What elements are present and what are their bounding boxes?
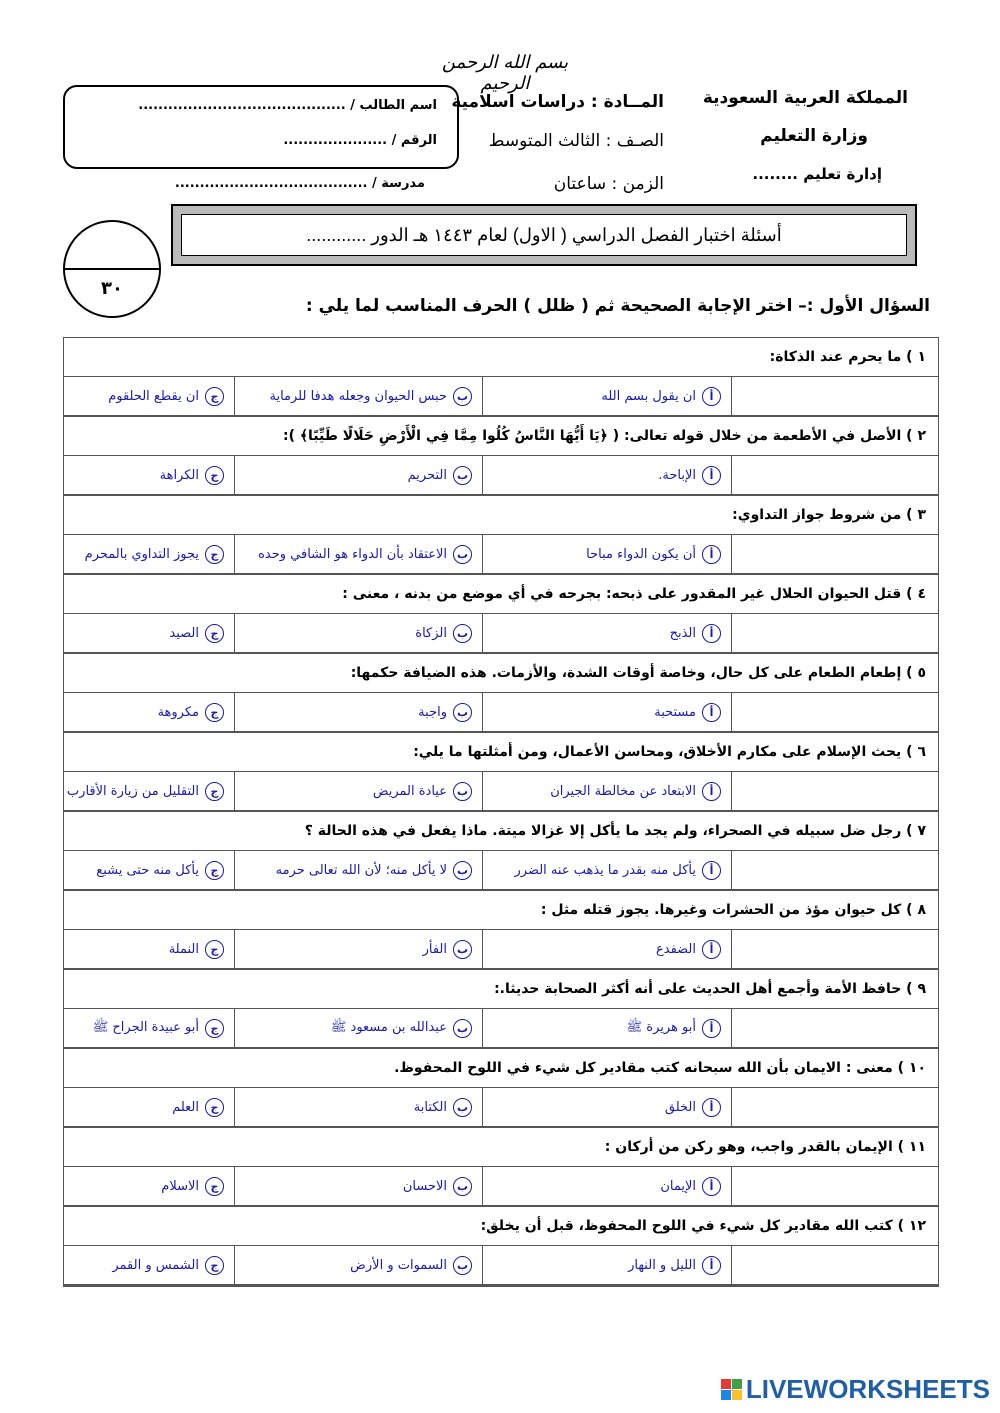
option-letter-circle[interactable]: ج [205,703,224,722]
answer-option[interactable] [482,851,731,889]
option-letter-circle[interactable]: ج [205,940,224,959]
answer-option[interactable] [234,851,482,889]
answer-option[interactable] [482,1246,731,1284]
option-text: الابتعاد عن مخالطة الجيران [550,783,696,799]
option-text: مكروهة [157,704,199,720]
question-text: ٤ ) قتل الحيوان الحلال غير المقدور على ذبحه: بجرحه في أي موضع من بدنه ، معنى : [64,575,938,614]
logo-icon [721,1379,742,1400]
question-text: ٧ ) رجل ضل سبيله في الصحراء، ولم يجد ما يأكل إلا غزالا ميتة. ماذا يفعل في هذه الحالة ؟ [64,812,938,851]
answer-option[interactable] [234,614,482,652]
option-text: الاعتقاد بأن الدواء هو الشافي وحده [258,546,447,562]
option-letter-circle[interactable]: ج [205,1019,224,1038]
answer-option[interactable] [64,456,234,494]
answer-row [64,851,938,891]
ministry: وزارة التعليم [760,126,868,146]
score-circle [63,220,161,318]
answer-option[interactable] [234,930,482,968]
answer-option[interactable] [64,377,234,415]
time: الزمن : ساعتان [553,174,664,194]
option-text: أبو هريرة ﷺ [626,1019,696,1035]
blank-cell [731,930,938,968]
score-divider [65,268,159,270]
answer-option[interactable] [234,456,482,494]
grade: الصـف : الثالث المتوسط [488,131,664,151]
answer-row [64,930,938,970]
option-letter-circle[interactable]: أ [702,624,721,643]
option-letter-circle[interactable]: ب [453,466,472,485]
blank-cell [731,614,938,652]
answer-option[interactable] [234,1088,482,1126]
option-text: عيادة المريض [372,783,447,799]
option-letter-circle[interactable]: ج [205,466,224,485]
option-letter-circle[interactable]: ج [205,624,224,643]
exam-title: أسئلة اختبار الفصل الدراسي ( الاول) لعام ١٤٤٣ هـ الدور ............ [181,214,907,256]
option-text: الخلق [664,1099,696,1115]
answer-option[interactable] [234,1167,482,1205]
answer-option[interactable] [64,614,234,652]
option-letter-circle[interactable]: ج [205,861,224,880]
question-text: ١ ) ما يحرم عند الذكاة: [64,338,938,377]
answer-row [64,1246,938,1286]
option-text: العلم [172,1099,199,1115]
answer-option[interactable] [482,1088,731,1126]
option-letter-circle[interactable]: أ [702,387,721,406]
blank-cell [731,377,938,415]
question-text: ٢ ) الأصل في الأطعمة من خلال قوله تعالى: ( ﴿يَا أَيُّهَا النَّاسُ كُلُوا مِمَّا فِي الْأَرْضِ حَلَالًا طَيِّبًا﴾ ): [64,417,938,456]
question-text: ٩ ) حافظ الأمة وأجمع أهل الحديث على أنه أكثر الصحابة حديثا.: [64,970,938,1009]
liveworksheets-logo [721,1374,990,1405]
option-text: ان يقطع الحلقوم [108,388,199,404]
option-letter-circle[interactable]: أ [702,1019,721,1038]
option-text: التقليل من زيارة الأقارب [66,783,199,799]
blank-cell [731,772,938,810]
answer-option[interactable] [64,851,234,889]
answer-option[interactable] [482,1167,731,1205]
blank-cell [731,1167,938,1205]
answer-row [64,1088,938,1128]
answer-option[interactable] [482,377,731,415]
option-letter-circle[interactable]: ب [453,782,472,801]
option-text: يأكل منه حتى يشبع [96,862,199,878]
option-text: ان يقول بسم الله [601,388,696,404]
answer-option[interactable] [482,772,731,810]
option-letter-circle[interactable]: ج [205,1256,224,1275]
subject: المــادة : دراسات اسلامية [451,92,664,112]
school-field[interactable]: مدرسة / ....................................... [174,176,425,191]
blank-cell [731,693,938,731]
answer-row [64,772,938,812]
option-text: الشمس و القمر [112,1257,199,1273]
blank-cell [731,535,938,573]
question-text: ٥ ) إطعام الطعام على كل حال، وخاصة أوقات الشدة، والأزمات. هذه الضيافة حكمها: [64,654,938,693]
option-text: يجوز التداوي بالمحرم [84,546,199,562]
option-letter-circle[interactable]: أ [702,1177,721,1196]
option-text: مستحبة [654,704,696,720]
student-number-field[interactable]: الرقم / ..................... [283,133,437,148]
option-text: أبو عبيدة الجراح ﷺ [92,1019,199,1035]
option-text: الضفدع [655,941,696,957]
option-text: التحريم [407,467,447,483]
question-text: ٨ ) كل حيوان مؤذ من الحشرات وغيرها. يجوز قتله مثل : [64,891,938,930]
option-text: الاسلام [161,1178,199,1194]
answer-option[interactable] [64,930,234,968]
blank-cell [731,1088,938,1126]
answer-option[interactable] [64,1167,234,1205]
question-text: ١٠ ) معنى : الايمان بأن الله سبحانه كتب مقادير كل شيء في اللوح المحفوظ. [64,1049,938,1088]
blank-cell [731,851,938,889]
option-text: الإيمان [660,1178,696,1194]
option-letter-circle[interactable]: ب [453,1019,472,1038]
question-text: ١٢ ) كتب الله مقادير كل شيء في اللوح المحفوظ، قبل أن يخلق: [64,1207,938,1246]
option-letter-circle[interactable]: ج [205,545,224,564]
option-letter-circle[interactable]: ب [453,545,472,564]
answer-row [64,1167,938,1207]
answer-row [64,693,938,733]
answer-row [64,614,938,654]
option-letter-circle[interactable]: أ [702,861,721,880]
answer-option[interactable] [64,535,234,573]
answer-option[interactable] [64,1088,234,1126]
option-letter-circle[interactable]: ج [205,1098,224,1117]
option-letter-circle[interactable]: ج [205,1177,224,1196]
option-text: الإباحة. [658,467,696,483]
option-letter-circle[interactable]: أ [702,1256,721,1275]
department: إدارة تعليم ........ [752,165,882,183]
option-text: لا يأكل منه؛ لأن الله تعالى حرمه [275,862,447,878]
option-letter-circle[interactable]: ب [453,624,472,643]
answer-option[interactable] [482,1009,731,1047]
answer-row [64,456,938,496]
option-letter-circle[interactable]: ب [453,703,472,722]
question-text: ٣ ) من شروط جواز التداوي: [64,496,938,535]
option-text: النملة [168,941,199,957]
option-text: الكراهة [159,467,199,483]
option-text: الصيد [169,625,199,641]
option-letter-circle[interactable]: ب [453,1256,472,1275]
student-name-field[interactable]: اسم الطالب / .......................................... [138,98,437,113]
question-text: ٦ ) يحث الإسلام على مكارم الأخلاق، ومحاسن الأعمال، ومن أمثلتها ما يلي: [64,733,938,772]
country: المملكة العربية السعودية [702,88,908,108]
answer-option[interactable] [234,377,482,415]
answer-option[interactable] [64,772,234,810]
option-text: الليل و النهار [628,1257,696,1273]
option-letter-circle[interactable]: ج [205,387,224,406]
option-letter-circle[interactable]: ب [453,1098,472,1117]
option-letter-circle[interactable]: ب [453,940,472,959]
answer-option[interactable] [234,1246,482,1284]
answer-option[interactable] [64,693,234,731]
option-text: الكتابة [413,1099,447,1115]
section-title: السؤال الأول :– اختر الإجابة الصحيحة ثم ( ظلل ) الحرف المناسب لما يلي : [305,296,930,316]
option-letter-circle[interactable]: ب [453,861,472,880]
answer-row [64,377,938,417]
answer-option[interactable] [234,1009,482,1047]
answer-option[interactable] [482,614,731,652]
option-text: الزكاة [415,625,447,641]
answer-row [64,1009,938,1049]
answer-option[interactable] [482,693,731,731]
option-text: حبس الحيوان وجعله هدفا للرماية [269,388,447,404]
answer-option[interactable] [64,1009,234,1047]
option-text: الاحسان [402,1178,447,1194]
option-letter-circle[interactable]: أ [702,703,721,722]
option-text: واجبة [418,704,447,720]
blank-cell [731,1009,938,1047]
option-letter-circle[interactable]: ج [205,782,224,801]
option-text: أن يكون الدواء مباحا [586,546,696,562]
option-text: الفأر [422,941,447,957]
question-text: ١١ ) الإيمان بالقدر واجب، وهو ركن من أركان : [64,1128,938,1167]
option-text: عبدالله بن مسعود ﷺ [330,1019,447,1035]
answer-option[interactable] [234,693,482,731]
option-letter-circle[interactable]: أ [702,782,721,801]
blank-cell [731,1246,938,1284]
logo-text: LIVEWORKSHEETS [745,1374,990,1404]
option-text: السموات و الأرض [350,1257,447,1273]
answer-option[interactable] [234,535,482,573]
basmala: بسم الله الرحمن الرحيم [441,52,569,94]
answer-option[interactable] [234,772,482,810]
questions-table [63,337,939,1287]
exam-title-banner [171,204,917,266]
option-letter-circle[interactable]: ب [453,387,472,406]
answer-option[interactable] [64,1246,234,1284]
total-score: ٣٠ [101,278,123,299]
option-letter-circle[interactable]: أ [702,940,721,959]
answer-option[interactable] [482,930,731,968]
option-letter-circle[interactable]: أ [702,545,721,564]
answer-row [64,535,938,575]
answer-option[interactable] [482,535,731,573]
option-letter-circle[interactable]: أ [702,466,721,485]
option-text: الذبح [669,625,696,641]
option-letter-circle[interactable]: ب [453,1177,472,1196]
answer-option[interactable] [482,456,731,494]
blank-cell [731,456,938,494]
option-letter-circle[interactable]: أ [702,1098,721,1117]
option-text: يأكل منه بقدر ما يذهب عنه الضرر [514,862,696,878]
